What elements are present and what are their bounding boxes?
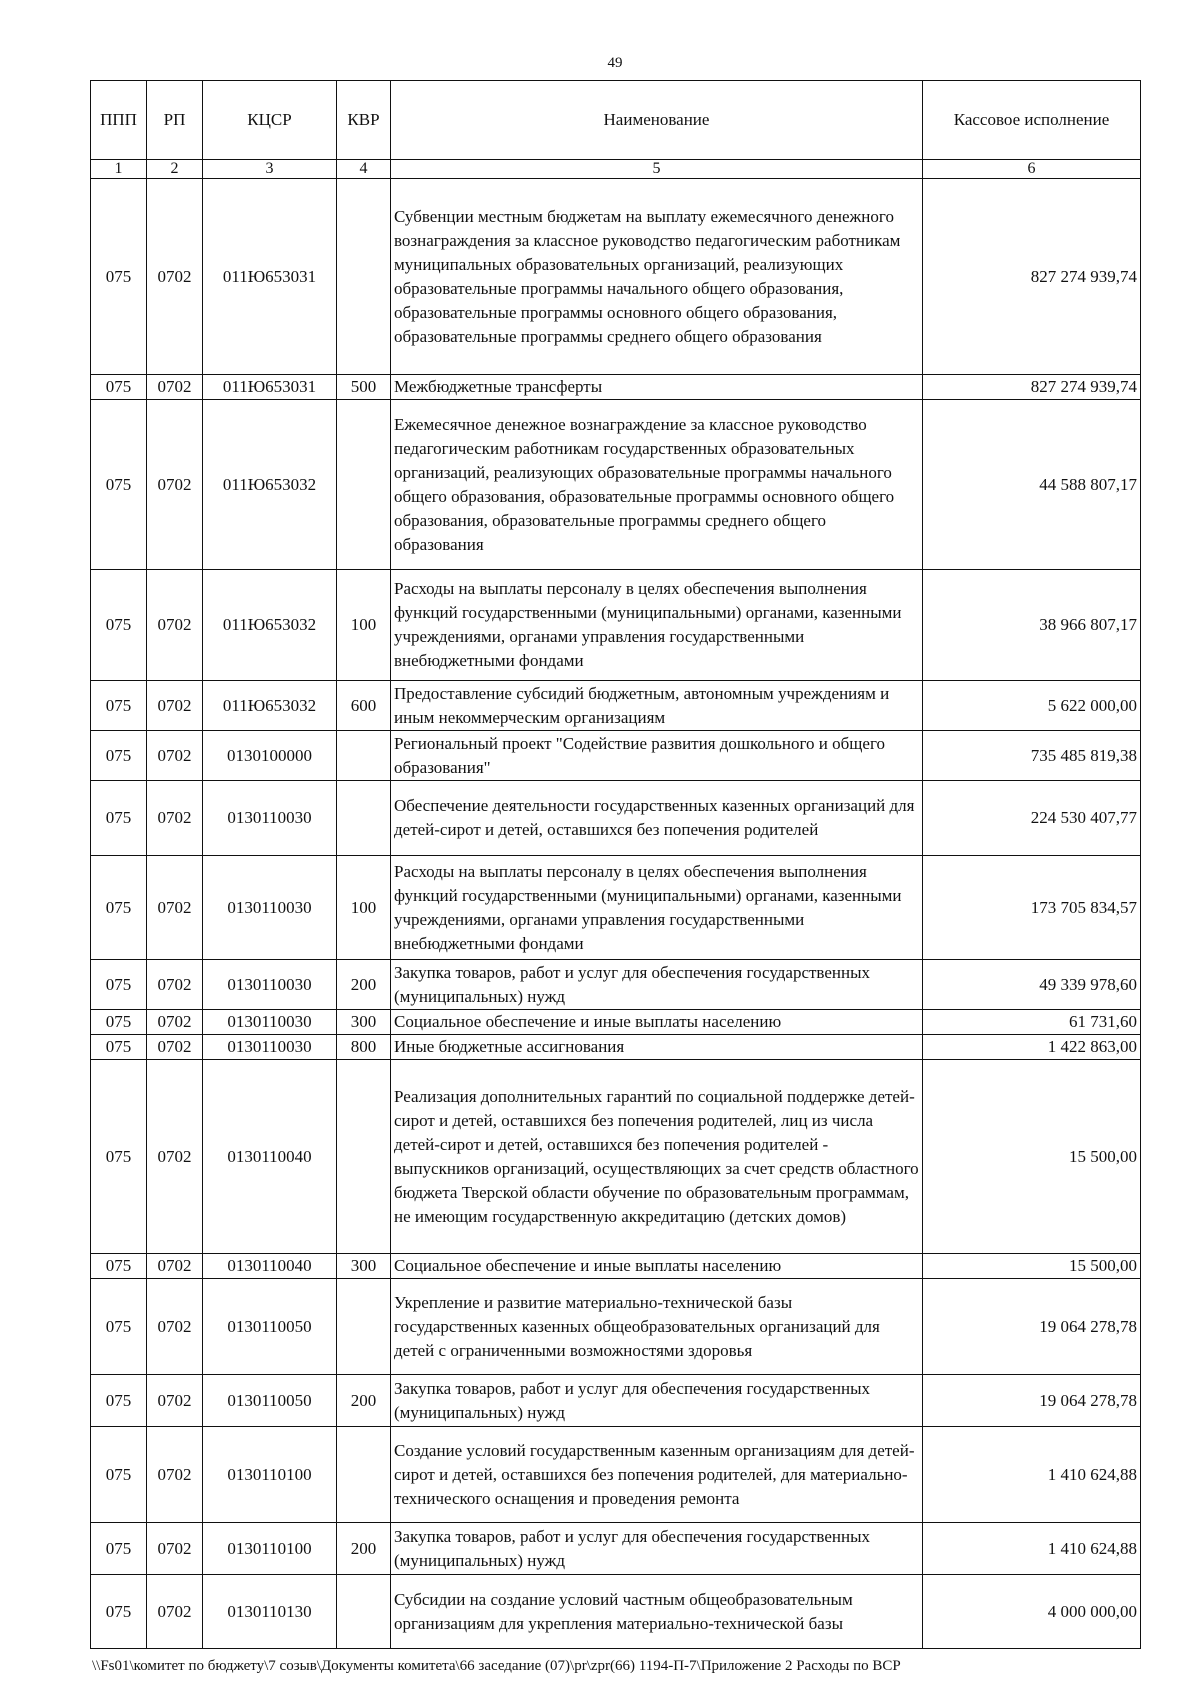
header-row: [91, 81, 1141, 160]
cell-name: Обеспечение деятельности государственных казенных организаций для детей-сирот и детей, оставшихся без попечения родителей: [391, 781, 923, 856]
cell-ppp: 075: [91, 781, 147, 856]
cell-kcsr: 0130110040: [203, 1060, 337, 1254]
column-number-row: [91, 160, 1141, 179]
cell-ppp: 075: [91, 731, 147, 781]
cell-rp: 0702: [147, 1279, 203, 1375]
cell-ppp: 075: [91, 1035, 147, 1060]
page-number: 49: [607, 55, 623, 71]
cell-kvr: 500: [337, 375, 391, 400]
table-row: [91, 179, 1141, 375]
cell-name: Субвенции местным бюджетам на выплату ежемесячного денежного вознаграждения за классное руководство педагогическим работникам муниципальных образовательных организаций, реализующих образовательные программы начального общего образования, образовательные программы основного общего образования, образовательные программы среднего общего образования: [391, 179, 923, 375]
cell-amount: 19 064 278,78: [923, 1375, 1141, 1427]
cell-amount: 1 410 624,88: [923, 1523, 1141, 1575]
table-row: [91, 375, 1141, 400]
cell-ppp: 075: [91, 375, 147, 400]
cell-kcsr: 0130110030: [203, 960, 337, 1010]
table-row: [91, 1254, 1141, 1279]
cell-rp: 0702: [147, 1060, 203, 1254]
cell-rp: 0702: [147, 1010, 203, 1035]
column-number: 2: [147, 160, 203, 179]
table-row: [91, 1523, 1141, 1575]
cell-kvr: 100: [337, 856, 391, 960]
header-amount: Кассовое исполнение: [923, 81, 1141, 160]
cell-kvr: [337, 400, 391, 570]
column-number: 4: [337, 160, 391, 179]
cell-name: Реализация дополнительных гарантий по социальной поддержке детей-сирот и детей, оставшихся без попечения родителей, лиц из числа детей-сирот и детей, оставшихся без попечения родителей - выпускников организаций, осуществляющих за счет средств областного бюджета Тверской области обучение по образовательным программам, не имеющим государственную аккредитацию (детских домов): [391, 1060, 923, 1254]
cell-ppp: 075: [91, 570, 147, 681]
footer-file-path: \\Fs01\комитет по бюджету\7 созыв\Документы комитета\66 заседание (07)\pr\zpr(66) 1194-П-7\Приложение 2 Расходы по ВСР: [92, 1658, 901, 1674]
header-ppp: ППП: [91, 81, 147, 160]
cell-amount: 4 000 000,00: [923, 1575, 1141, 1649]
cell-rp: 0702: [147, 960, 203, 1010]
column-number: 3: [203, 160, 337, 179]
cell-amount: 1 422 863,00: [923, 1035, 1141, 1060]
table-row: [91, 1010, 1141, 1035]
table-row: [91, 856, 1141, 960]
cell-kvr: [337, 179, 391, 375]
cell-ppp: 075: [91, 856, 147, 960]
cell-amount: 735 485 819,38: [923, 731, 1141, 781]
cell-ppp: 075: [91, 1279, 147, 1375]
cell-name: Предоставление субсидий бюджетным, автономным учреждениям и иным некоммерческим организациям: [391, 681, 923, 731]
table-row: [91, 960, 1141, 1010]
cell-name: Закупка товаров, работ и услуг для обеспечения государственных (муниципальных) нужд: [391, 1375, 923, 1427]
cell-kvr: 200: [337, 1523, 391, 1575]
cell-rp: 0702: [147, 1254, 203, 1279]
cell-ppp: 075: [91, 681, 147, 731]
column-number: 5: [391, 160, 923, 179]
cell-kvr: 200: [337, 960, 391, 1010]
cell-kcsr: 0130110030: [203, 1035, 337, 1060]
cell-amount: 173 705 834,57: [923, 856, 1141, 960]
cell-amount: 19 064 278,78: [923, 1279, 1141, 1375]
cell-name: Субсидии на создание условий частным общеобразовательным организациям для укрепления материально-технической базы: [391, 1575, 923, 1649]
cell-rp: 0702: [147, 400, 203, 570]
cell-ppp: 075: [91, 1575, 147, 1649]
table-row: [91, 1427, 1141, 1523]
table-row: [91, 1575, 1141, 1649]
cell-kvr: [337, 1427, 391, 1523]
cell-kvr: 100: [337, 570, 391, 681]
cell-kcsr: 0130110030: [203, 1010, 337, 1035]
cell-kvr: 300: [337, 1254, 391, 1279]
cell-name: Укрепление и развитие материально-технической базы государственных казенных общеобразовательных организаций для детей с ограниченными возможностями здоровья: [391, 1279, 923, 1375]
cell-ppp: 075: [91, 1427, 147, 1523]
cell-name: Региональный проект "Содействие развития дошкольного и общего образования": [391, 731, 923, 781]
table-row: [91, 1035, 1141, 1060]
cell-rp: 0702: [147, 375, 203, 400]
cell-rp: 0702: [147, 1427, 203, 1523]
cell-kcsr: 0130110050: [203, 1279, 337, 1375]
table-row: [91, 731, 1141, 781]
column-number: 6: [923, 160, 1141, 179]
cell-kvr: [337, 781, 391, 856]
cell-kcsr: 0130110130: [203, 1575, 337, 1649]
table-row: [91, 570, 1141, 681]
header-kvr: КВР: [337, 81, 391, 160]
cell-kcsr: 0130110100: [203, 1523, 337, 1575]
cell-ppp: 075: [91, 1010, 147, 1035]
cell-amount: 61 731,60: [923, 1010, 1141, 1035]
cell-name: Социальное обеспечение и иные выплаты населению: [391, 1010, 923, 1035]
table-row: [91, 1375, 1141, 1427]
cell-amount: 827 274 939,74: [923, 375, 1141, 400]
cell-kcsr: 0130110040: [203, 1254, 337, 1279]
cell-kcsr: 0130110050: [203, 1375, 337, 1427]
cell-name: Расходы на выплаты персоналу в целях обеспечения выполнения функций государственными (муниципальными) органами, казенными учреждениями, органами управления государственными внебюджетными фондами: [391, 856, 923, 960]
cell-amount: 15 500,00: [923, 1060, 1141, 1254]
cell-kcsr: 0130110030: [203, 856, 337, 960]
cell-rp: 0702: [147, 1375, 203, 1427]
cell-rp: 0702: [147, 1575, 203, 1649]
cell-rp: 0702: [147, 681, 203, 731]
cell-ppp: 075: [91, 1060, 147, 1254]
cell-amount: 38 966 807,17: [923, 570, 1141, 681]
header-name: Наименование: [391, 81, 923, 160]
cell-rp: 0702: [147, 1035, 203, 1060]
cell-kvr: [337, 1060, 391, 1254]
cell-name: Расходы на выплаты персоналу в целях обеспечения выполнения функций государственными (муниципальными) органами, казенными учреждениями, органами управления государственными внебюджетными фондами: [391, 570, 923, 681]
cell-rp: 0702: [147, 731, 203, 781]
cell-amount: 49 339 978,60: [923, 960, 1141, 1010]
cell-amount: 15 500,00: [923, 1254, 1141, 1279]
cell-kcsr: 0130110100: [203, 1427, 337, 1523]
cell-kcsr: 011Ю653032: [203, 681, 337, 731]
cell-kvr: 200: [337, 1375, 391, 1427]
table-row: [91, 681, 1141, 731]
cell-ppp: 075: [91, 1254, 147, 1279]
cell-name: Социальное обеспечение и иные выплаты населению: [391, 1254, 923, 1279]
cell-kvr: 300: [337, 1010, 391, 1035]
cell-rp: 0702: [147, 570, 203, 681]
cell-kcsr: 011Ю653032: [203, 570, 337, 681]
cell-kcsr: 011Ю653032: [203, 400, 337, 570]
cell-name: Ежемесячное денежное вознаграждение за классное руководство педагогическим работникам государственных образовательных организаций, реализующих образовательные программы начального общего образования, образовательные программы основного общего образования, образовательные программы среднего общего образования: [391, 400, 923, 570]
cell-rp: 0702: [147, 781, 203, 856]
cell-ppp: 075: [91, 1375, 147, 1427]
cell-kcsr: 011Ю653031: [203, 375, 337, 400]
cell-kvr: 600: [337, 681, 391, 731]
cell-kvr: [337, 731, 391, 781]
column-number: 1: [91, 160, 147, 179]
budget-table: [90, 80, 1141, 1649]
cell-amount: 5 622 000,00: [923, 681, 1141, 731]
cell-name: Закупка товаров, работ и услуг для обеспечения государственных (муниципальных) нужд: [391, 960, 923, 1010]
cell-name: Иные бюджетные ассигнования: [391, 1035, 923, 1060]
table-row: [91, 1060, 1141, 1254]
table-row: [91, 400, 1141, 570]
cell-rp: 0702: [147, 1523, 203, 1575]
table-row: [91, 781, 1141, 856]
cell-amount: 1 410 624,88: [923, 1427, 1141, 1523]
cell-ppp: 075: [91, 179, 147, 375]
cell-ppp: 075: [91, 400, 147, 570]
cell-kcsr: 011Ю653031: [203, 179, 337, 375]
cell-name: Создание условий государственным казенным организациям для детей-сирот и детей, оставшихся без попечения родителей, для материально-технического оснащения и проведения ремонта: [391, 1427, 923, 1523]
cell-kcsr: 0130110030: [203, 781, 337, 856]
header-rp: РП: [147, 81, 203, 160]
cell-ppp: 075: [91, 960, 147, 1010]
cell-kvr: 800: [337, 1035, 391, 1060]
cell-kvr: [337, 1279, 391, 1375]
cell-name: Закупка товаров, работ и услуг для обеспечения государственных (муниципальных) нужд: [391, 1523, 923, 1575]
cell-rp: 0702: [147, 856, 203, 960]
cell-amount: 224 530 407,77: [923, 781, 1141, 856]
header-kcsr: КЦСР: [203, 81, 337, 160]
cell-name: Межбюджетные трансферты: [391, 375, 923, 400]
cell-kvr: [337, 1575, 391, 1649]
cell-rp: 0702: [147, 179, 203, 375]
table-row: [91, 1279, 1141, 1375]
cell-amount: 44 588 807,17: [923, 400, 1141, 570]
cell-kcsr: 0130100000: [203, 731, 337, 781]
cell-ppp: 075: [91, 1523, 147, 1575]
cell-amount: 827 274 939,74: [923, 179, 1141, 375]
